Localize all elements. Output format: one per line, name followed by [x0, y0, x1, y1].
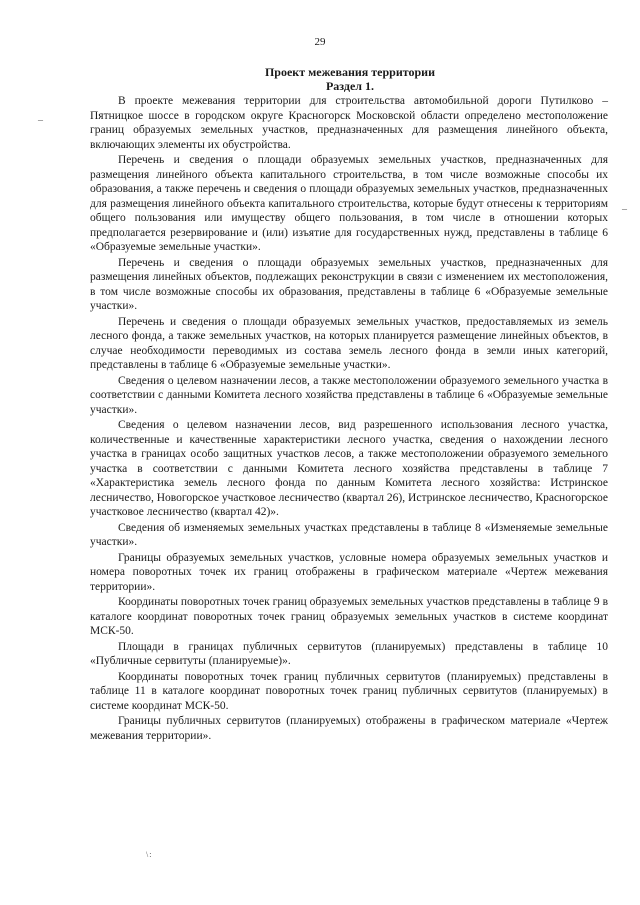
paragraph-8: Границы образуемых земельных участков, условные номера образуемых земельных участков и номера поворотных точек их границ отображены в графическом материале «Чертеж межевания территории».	[90, 551, 608, 593]
paragraph-4: Перечень и сведения о площади образуемых земельных участков, предоставляемых из земель лесного фонда, а также земельных участков, на которых планируется размещение линейных объектов, в случае необходимости переводимых из состава земель лесного фонда в земли иных категорий, представлены в таблице 6 «Образуемые земельные участки».	[90, 315, 608, 371]
paragraph-1: В проекте межевания территории для строительства автомобильной дороги Путилково – Пятницкое шоссе в городском округе Красногорск Московской области определено местоположение границ образуемых земельных участков, предназначенных для размещения линейного объекта, включающих элементы их обустройства.	[90, 95, 608, 151]
paragraph-9: Координаты поворотных точек границ образуемых земельных участков представлены в таблице 9 в каталоге координат поворотных точек границ образуемых земельных участков в системе координат МСК-50.	[90, 596, 608, 637]
paragraph-11: Координаты поворотных точек границ публичных сервитутов (планируемых) представлены в таблице 11 в каталоге координат поворотных точек границ публичных сервитутов (планируемых) в системе координат МСК-50.	[90, 670, 608, 712]
paragraph-12: Границы публичных сервитутов (планируемых) отображены в графическом материале «Чертеж межевания территории».	[90, 715, 608, 742]
paragraph-2: Перечень и сведения о площади образуемых земельных участков, предназначенных для размещения линейного объекта капитального строительства, в том числе возможные способы их образования, а также перечень и сведения о площади образуемых земельных участков, предназначенных для размещения линейного объекта капитального строительства, которые будут отнесены к территориям общего пользования или имуществу общего пользования, в том числе в отношении которых предполагается резервирование и (или) изъятие для государственных нужд, представлены в таблице 6 «Образуемые земельные участки».	[90, 154, 608, 253]
margin-mark-left: –	[38, 115, 43, 126]
page-number: 29	[314, 36, 326, 48]
paragraph-7: Сведения об изменяемых земельных участках представлены в таблице 8 «Изменяемые земельные участки».	[90, 521, 608, 548]
page-title: Проект межевания территории	[264, 65, 436, 79]
document-header	[90, 65, 610, 93]
margin-mark-right: –	[622, 204, 627, 215]
paragraph-5: Сведения о целевом назначении лесов, а также местоположении образуемого земельного участка в соответствии с данными Комитета лесного хозяйства представлены в таблице 6 «Образуемые земельные участки».	[90, 374, 608, 416]
document-body	[90, 94, 608, 744]
section-title: Раздел 1.	[325, 79, 375, 93]
scan-mark-bottom: \:	[146, 850, 153, 859]
paragraph-3: Перечень и сведения о площади образуемых земельных участков, предназначенных для размещения линейных объектов, подлежащих реконструкции в связи с изменением их местоположения, в том числе возможные способы их образования, представлены в таблице 6 «Образуемые земельные участки».	[90, 256, 608, 312]
paragraph-10: Площади в границах публичных сервитутов (планируемых) представлены в таблице 10 «Публичные сервитуты (планируемые)».	[90, 640, 608, 667]
paragraph-6: Сведения о целевом назначении лесов, вид разрешенного использования лесного участка, количественные и качественные характеристики лесного участка, сведения о нахождении лесного участка в границах особо защитных участков лесов, а также местоположении образуемого земельного участка в соответствии с данными Комитета лесного хозяйства представлены в таблице 7 «Характеристика земель лесного фонда по данным Комитета лесного хозяйства: Истринское лесничество, Новогорское участковое лесничество (квартал 26), Истринское лесничество, Красногорское участковое лесничество (квартал 42)».	[90, 419, 608, 518]
